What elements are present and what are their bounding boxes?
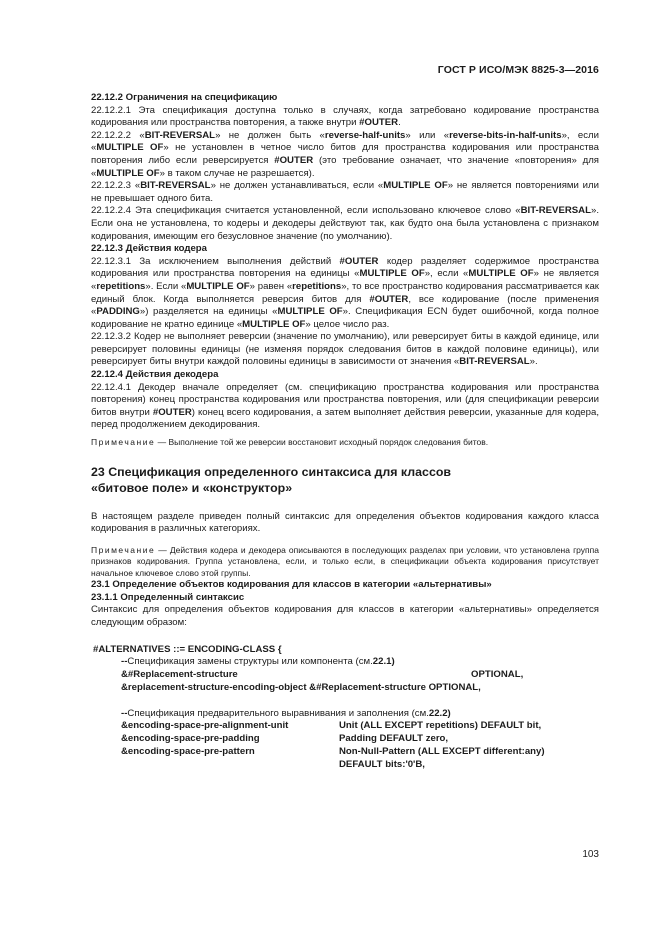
paragraph-22-12-2-2: 22.12.2.2 «BIT-REVERSAL» не должен быть «reverse-half-units» или «reverse-bits-in-half-units», если «MULTIPLE OF» не установлен в четное число битов для пространства кодирования или пространства повторения либо если реверсируется #OUTER (это требование означает, что значение «повторения» для «MULTIPLE OF» в таком случае не разрешается). (91, 129, 599, 179)
paragraph-23-intro: В настоящем разделе приведен полный синтаксис для определения объектов кодирования каждого класса кодирования в различных категориях. (91, 510, 599, 535)
code-line-replacement-object: &replacement-structure-encoding-object &#Replacement-structure OPTIONAL, (121, 681, 481, 693)
code-line-alternatives: #ALTERNATIVES ::= ENCODING-CLASS { (93, 643, 282, 655)
paragraph-22-12-2-3: 22.12.2.3 «BIT-REVERSAL» не должен устанавливаться, если «MULTIPLE OF» не является повторениями или не превышает одного бита. (91, 180, 599, 204)
page-content (91, 92, 599, 772)
section-heading-23: 23 Спецификация определенного синтаксиса для классов «битовое поле» и «конструктор» (91, 464, 452, 495)
document-header: ГОСТ Р ИСО/МЭК 8825-3—2016 (437, 64, 599, 76)
code-comment-pre-alignment: -- Спецификация предварительного выравнивания и заполнения ( см. 22.2) (121, 707, 451, 719)
paragraph-22-12-2-1: 22.12.2.1 Эта спецификация доступна только в случаях, когда затребовано кодирование пространства кодирования или пространства повторения, а также внутри #OUTER. (91, 104, 599, 129)
section-heading-22-12-2: 22.12.2 Ограничения на спецификацию (91, 92, 278, 103)
note-22-12-4: Примечание — Выполнение той же реверсии восстановит исходный порядок следования битов. (91, 437, 489, 448)
section-heading-23-1: 23.1 Определение объектов кодирования для классов в категории «альтернативы» (91, 579, 492, 591)
code-blank-line (93, 695, 599, 708)
paragraph-23-1-1: Синтаксис для определения объектов кодирования для классов в категории «альтернативы» определяется следующим образом: (91, 604, 599, 628)
code-comment-replacement: -- Спецификация замены структуры или компонента ( см. 22.1) (121, 656, 395, 668)
code-line-pre-padding: &encoding-space-pre-padding Padding DEFAULT zero, (121, 733, 449, 745)
section-heading-23-1-1: 23.1.1 Определенный синтаксис (91, 591, 245, 603)
section-heading-22-12-4: 22.12.4 Действия декодера (91, 369, 219, 381)
note-23: Примечание — Действия кодера и декодера описываются в последующих разделах при условии, что установлена группа признаков кодирования. Группа установлена, если, и только если, в спецификации объекта кодирования присутствует начальное ключевое слово этой группы. (91, 544, 599, 578)
paragraph-22-12-3-2: 22.12.3.2 Кодер не выполняет реверсии (значение по умолчанию), или реверсирует биты в каждой единице, или реверсирует половины единицы (не изменяя порядок следования битов в каждой половине единицы), или реверсирует биты внутри каждой половины единицы в зависимости от значения «BIT-REVERSAL». (91, 331, 599, 368)
code-line-pre-pattern-default: DEFAULT bits:'0'B, (339, 758, 425, 770)
code-line-pre-pattern: &encoding-space-pre-pattern Non-Null-Pattern (ALL EXCEPT different:any) (121, 745, 545, 757)
section-heading-22-12-3: 22.12.3 Действия кодера (91, 243, 207, 255)
paragraph-22-12-4-1: 22.12.4.1 Декодер вначале определяет (см. спецификацию пространства кодирования или пространства повторения) конец пространства кодирования или пространства повторения, или (для спецификации реверсии битов внутри #OUTER) конец всего кодирования, а затем выполняет действия реверсии, указанные для кодера, перед продолжением декодирования. (91, 381, 599, 431)
code-line-replacement-structure: &#Replacement-structure OPTIONAL, (121, 669, 524, 681)
paragraph-22-12-2-4: 22.12.2.4 Эта спецификация считается установленной, если использовано ключевое слово «BIT-REVERSAL». Если она не установлена, то кодеры и декодеры действуют так, как будто она была установлена с признаком кодирования, имеющим его безусловное значение (по умолчанию). (91, 205, 599, 242)
paragraph-22-12-3-1: 22.12.3.1 За исключением выполнения действий #OUTER кодер разделяет содержимое пространства кодирования или пространства повторения на единицы «MULTIPLE OF», если «MULTIPLE OF» не является «repetitions». Если «MULTIPLE OF» равен «repetitions», то все пространство кодирования рассматривается как единый блок. Когда выполняется реверсия битов для #OUTER, все кодирование (после применения «PADDING») разделяется на единицы «MULTIPLE OF». Спецификация ECN будет ошибочной, когда полное кодирование не кратно единице «MULTIPLE OF» целое число раз. (91, 255, 600, 330)
code-line-pre-alignment-unit: &encoding-space-pre-alignment-unit Unit (ALL EXCEPT repetitions) DEFAULT bit, (121, 720, 542, 732)
syntax-code-block (93, 644, 599, 772)
page-number: 103 (582, 849, 599, 860)
